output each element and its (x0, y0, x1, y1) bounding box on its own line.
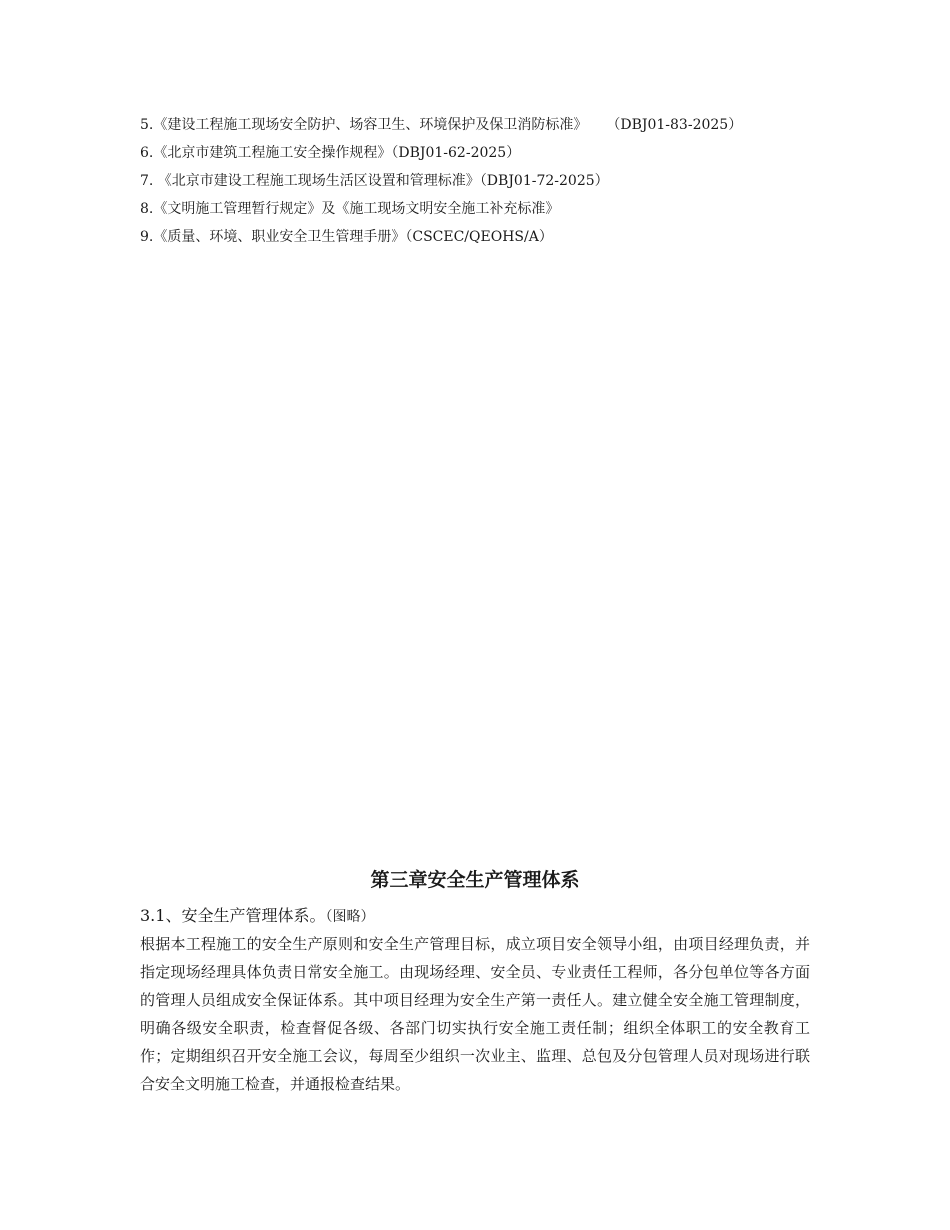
reference-title: 8.《文明施工管理暂行规定》及《施工现场文明安全施工补充标准》 (140, 201, 560, 217)
reference-code: （DBJ01-72-2025） (479, 173, 609, 189)
reference-title: 6.《北京市建筑工程施工安全操作规程》 (140, 145, 392, 161)
reference-code: （DBJ01-62-2025） (391, 145, 521, 161)
chapter-title: 第三章安全生产管理体系 (370, 869, 580, 891)
reference-item (140, 139, 820, 167)
reference-list (140, 111, 820, 251)
body-paragraph: 根据本工程施工的安全生产原则和安全生产管理目标，成立项目安全领导小组，由项目经理负责，并指定现场经理具体负责日常安全施工。由现场经理、安全员、专业责任工程师，各分包单位等各方面的管理人员组成安全保证体系。其中项目经理为安全生产第一责任人。建立健全安全施工管理制度，明确各级安全职责，检查督促各级、各部门切实执行安全施工责任制；组织全体职工的安全教育工作；定期组织召开安全施工会议，每周至少组织一次业主、监理、总包及分包管理人员对现场进行联合安全文明施工检查，并通报检查结果。 (140, 935, 810, 1093)
reference-title: 7. 《北京市建设工程施工现场生活区设置和管理标准》 (140, 173, 480, 189)
reference-title: 9.《质量、环境、职业安全卫生管理手册》 (140, 229, 406, 245)
reference-title: 5.《建设工程施工现场安全防护、场容卫生、环境保护及保卫消防标准》 (140, 117, 588, 133)
reference-item (140, 223, 820, 251)
reference-item (140, 111, 820, 139)
section-heading-text: 3.1、安全生产管理体系。 (140, 906, 326, 925)
reference-item (140, 195, 820, 223)
section-heading (140, 902, 374, 931)
section-note: （图略） (325, 909, 375, 925)
reference-code: （DBJ01-83-2025） (613, 117, 743, 133)
reference-code: （CSCEC/QEOHS/A） (405, 229, 553, 245)
reference-item (140, 167, 820, 195)
